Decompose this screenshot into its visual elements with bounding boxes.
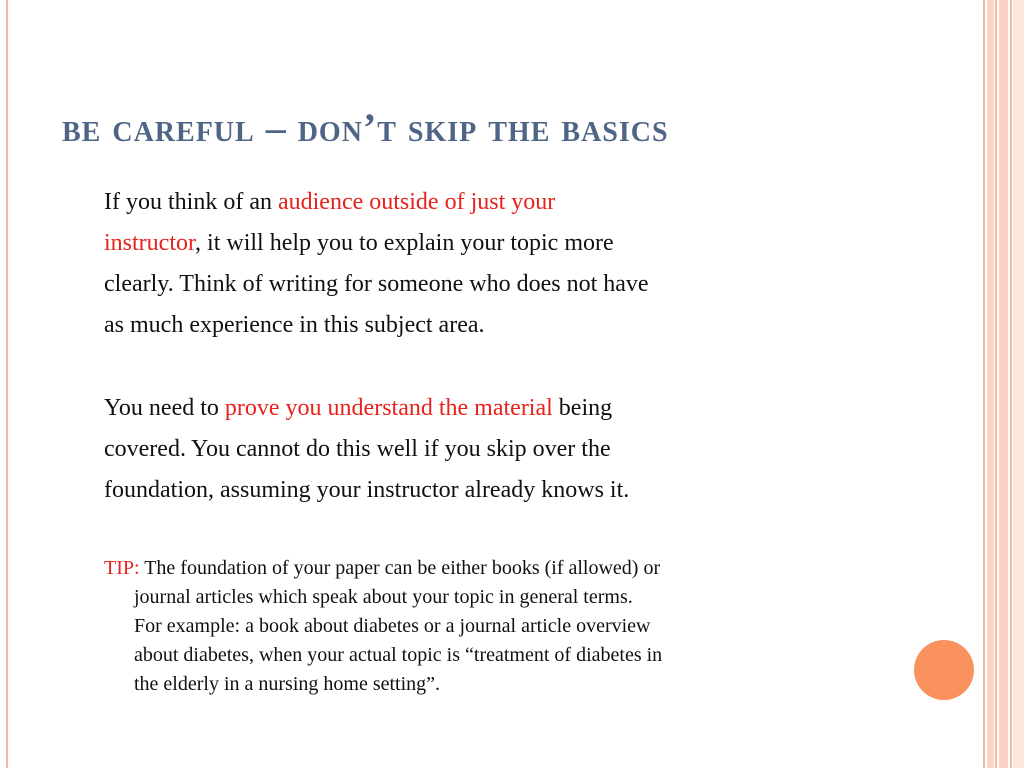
right-border-stripe (999, 0, 1008, 768)
paragraph-text: as much experience in this subject area. (104, 312, 485, 338)
right-border-stripe (1010, 0, 1012, 768)
right-border-stripe (983, 0, 985, 768)
paragraph-text: , it will help you to explain your topic more (195, 230, 614, 256)
right-border-stripe (987, 0, 994, 768)
paragraph-text: being (552, 395, 613, 421)
slide-title: be careful – don’t skip the basics (62, 105, 669, 150)
paragraph-prove (104, 388, 629, 511)
tip-text: For example: a book about diabetes or a journal article overview (134, 615, 651, 637)
paragraph-text: If you think of an (104, 189, 278, 215)
highlighted-text: audience outside of just your (277, 189, 556, 215)
tip-text: journal articles which speak about your topic in general terms. (134, 586, 633, 608)
paragraph-text: covered. You cannot do this well if you skip over the (104, 436, 611, 462)
right-border-stripe (1013, 0, 1024, 768)
left-border-line (6, 0, 8, 768)
paragraph-text: clearly. Think of writing for someone who does not have (104, 271, 649, 297)
paragraph-text: You need to (104, 395, 225, 421)
right-border-stripe (995, 0, 997, 768)
paragraph-audience (104, 182, 649, 346)
tip-paragraph (104, 554, 914, 699)
tip-label: TIP: (104, 557, 140, 579)
tip-text: about diabetes, when your actual topic is “treatment of diabetes in (134, 644, 663, 666)
tip-text: The foundation of your paper can be either books (if allowed) or (139, 557, 661, 579)
decorative-orange-dot (914, 640, 974, 700)
paragraph-text: foundation, assuming your instructor already knows it. (104, 477, 630, 503)
tip-text: the elderly in a nursing home setting”. (134, 673, 441, 695)
highlighted-text: instructor (104, 230, 196, 256)
highlighted-text: prove you understand the material (224, 395, 553, 421)
